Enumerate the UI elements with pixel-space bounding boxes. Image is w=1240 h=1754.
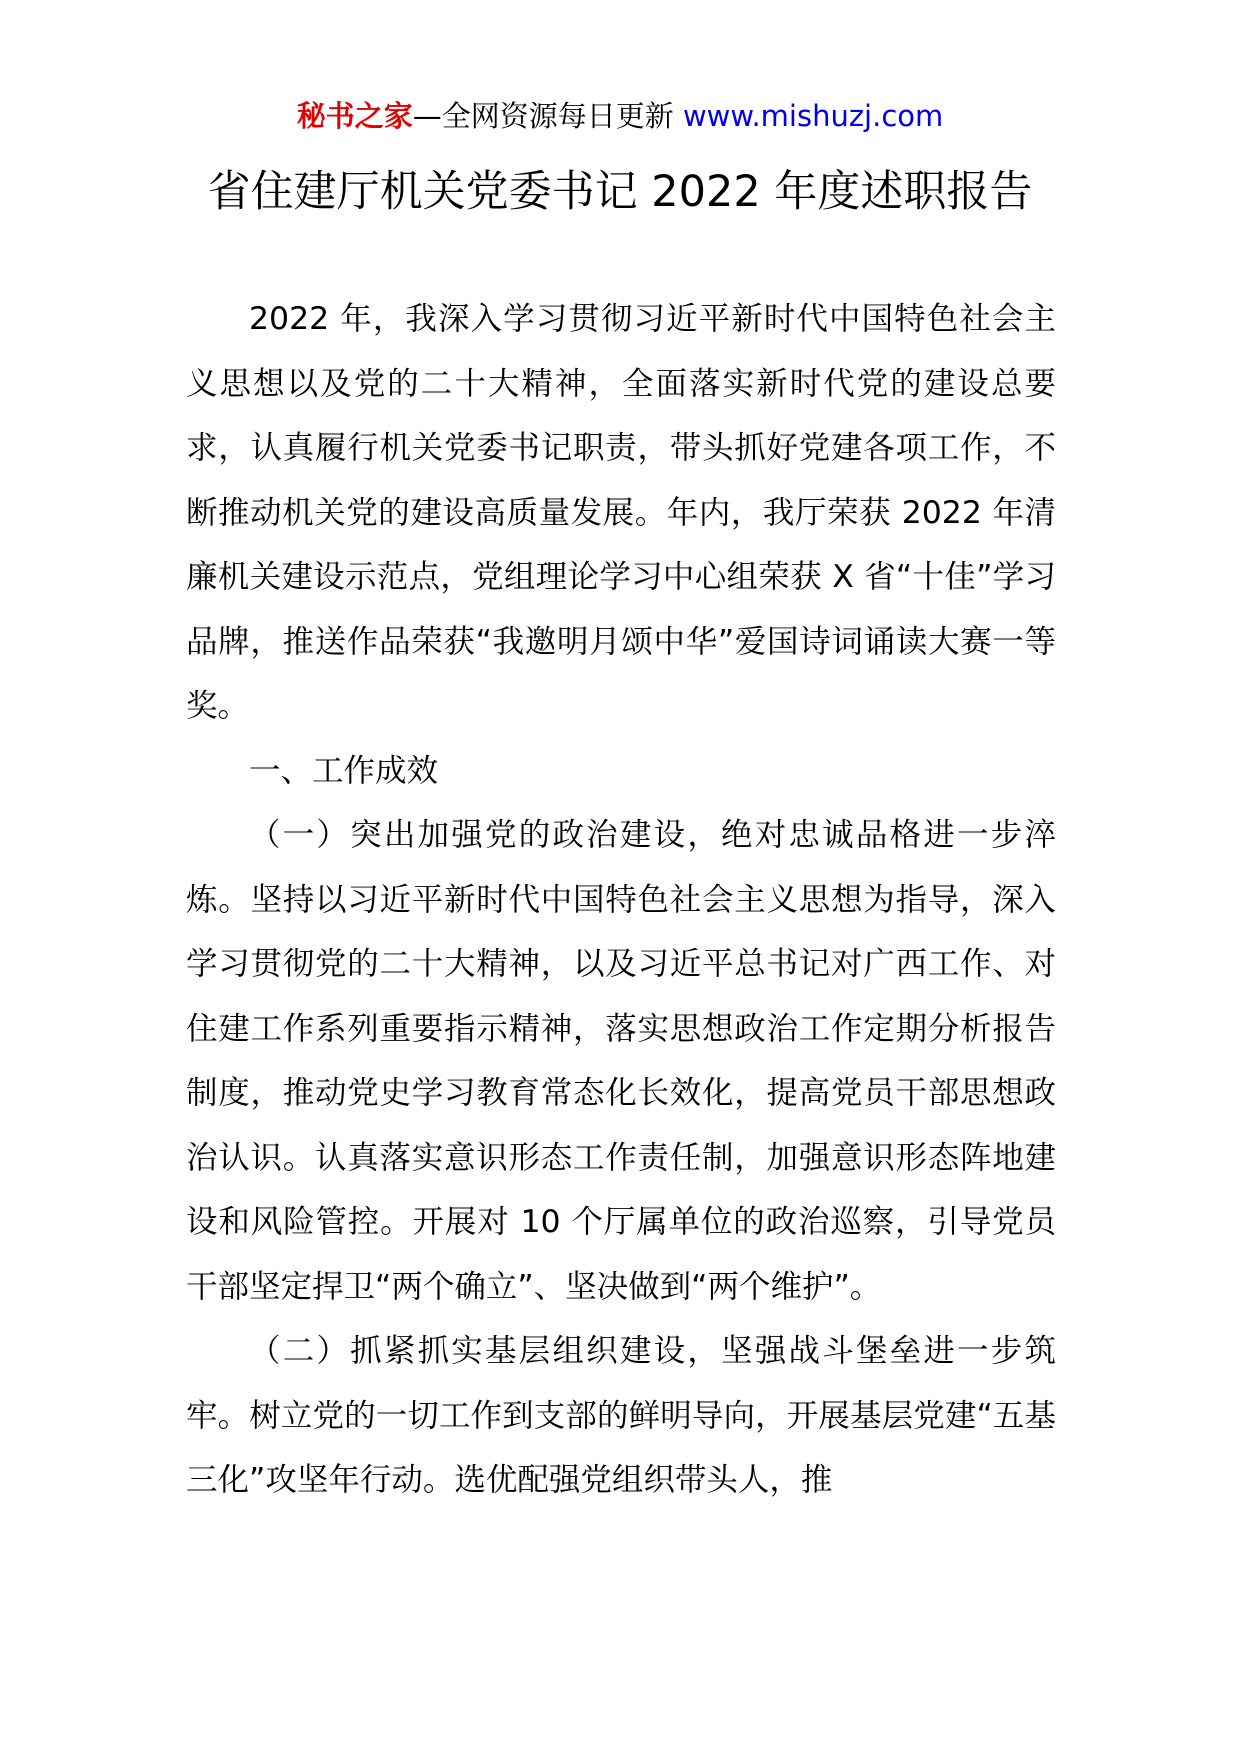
site-url-link[interactable]: www.mishuzj.com	[682, 99, 944, 133]
body-paragraph: （一）突出加强党的政治建设，绝对忠诚品格进一步淬炼。坚持以习近平新时代中国特色社会主义思想为指导，深入学习贯彻党的二十大精神，以及习近平总书记对广西工作、对住建工作系列重要指示精神，落实思想政治工作定期分析报告制度，推动党史学习教育常态化长效化，提高党员干部思想政治认识。认真落实意识形态工作责任制，加强意识形态阵地建设和风险管控。开展对 10 个厅属单位的政治巡察，引导党员干部坚定捍卫“两个确立”、坚决做到“两个维护”。	[186, 817, 1056, 1305]
body-paragraph: （二）抓紧抓实基层组织建设，坚强战斗堡垒进一步筑牢。树立党的一切工作到支部的鲜明导向，开展基层党建“五基三化”攻坚年行动。选优配强党组织带头人，推	[186, 1333, 1056, 1498]
document-title: 省住建厅机关党委书记 2022 年度述职报告	[207, 167, 1033, 217]
document-body	[186, 287, 1056, 1513]
site-header	[0, 96, 1240, 136]
brand-name: 秘书之家	[296, 99, 413, 133]
site-slogan: —全网资源每日更新	[412, 99, 683, 133]
section-heading: 一、工作成效	[249, 752, 439, 789]
intro-paragraph: 2022 年，我深入学习贯彻习近平新时代中国特色社会主义思想以及党的二十大精神，全面落实新时代党的建设总要求，认真履行机关党委书记职责，带头抓好党建各项工作，不断推动机关党的建设高质量发展。年内，我厅荣获 2022 年清廉机关建设示范点，党组理论学习中心组荣获 X 省“十佳”学习品牌，推送作品荣获“我邀明月颂中华”爱国诗词诵读大赛一等奖。	[186, 301, 1056, 724]
